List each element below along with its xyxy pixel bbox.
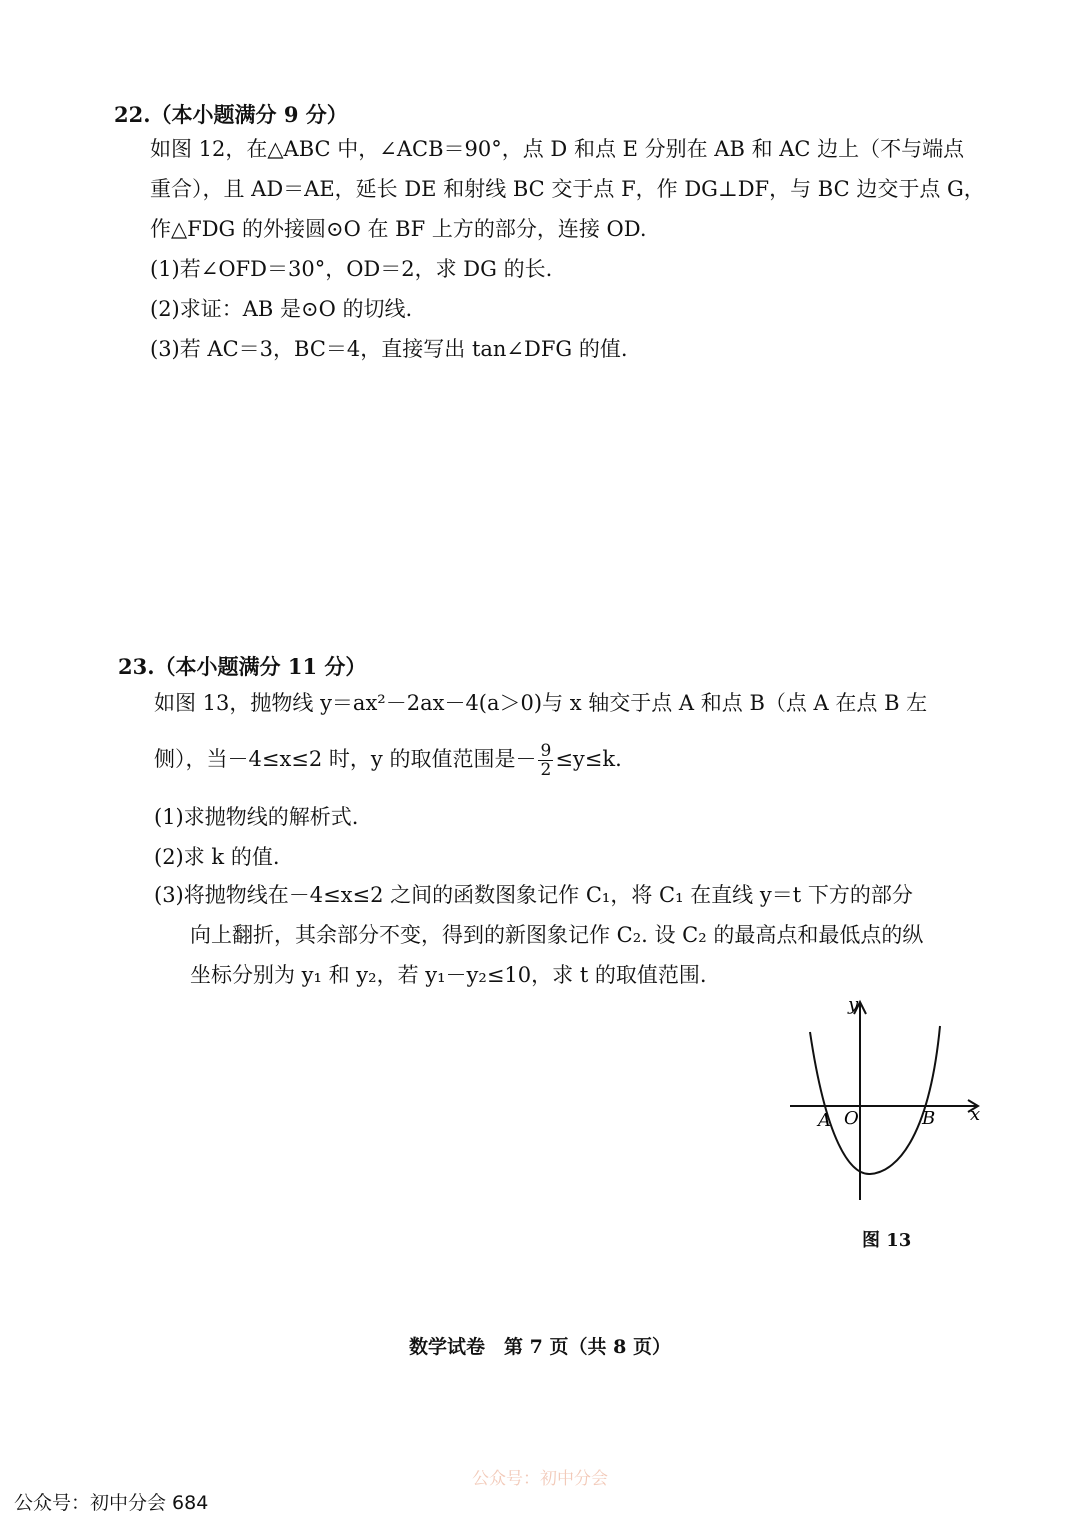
parabola-curve xyxy=(810,1026,940,1174)
fraction-denominator: 2 xyxy=(540,760,552,780)
q23-line-2 xyxy=(154,742,622,779)
figure-13-graph xyxy=(780,990,1000,1210)
q22-header: 22.（本小题满分 9 分） xyxy=(114,102,348,127)
q23-line-2-post: ≤y≤k. xyxy=(555,747,622,771)
q22-part-1: (1)若∠OFD＝30°，OD＝2，求 DG 的长. xyxy=(150,257,553,281)
page-footer: 数学试卷 第 7 页（共 8 页） xyxy=(409,1336,671,1358)
q23-part-2: (2)求 k 的值. xyxy=(154,845,280,869)
x-axis-label: x xyxy=(970,1104,981,1125)
point-b-label: B xyxy=(922,1108,936,1129)
figure-13-caption: 图 13 xyxy=(862,1230,912,1251)
q23-part-1: (1)求抛物线的解析式. xyxy=(154,805,359,829)
q23-line-2-pre: 侧），当－4≤x≤2 时，y 的取值范围是－ xyxy=(154,747,537,771)
q22-line-1: 如图 12，在△ABC 中，∠ACB＝90°，点 D 和点 E 分别在 AB 和 AC 边上（不与端点 xyxy=(150,137,965,161)
q23-line-1: 如图 13，抛物线 y＝ax²－2ax－4(a＞0)与 x 轴交于点 A 和点 B（点 A 在点 B 左 xyxy=(154,691,928,715)
q22-part-2: (2)求证：AB 是⊙O 的切线. xyxy=(150,297,413,321)
point-a-label: A xyxy=(818,1110,831,1131)
q23-part-3-cont-1: 向上翻折，其余部分不变，得到的新图象记作 C₂. 设 C₂ 的最高点和最低点的纵 xyxy=(190,923,924,947)
q23-part-3: (3)将抛物线在－4≤x≤2 之间的函数图象记作 C₁，将 C₁ 在直线 y＝t 下方的部分 xyxy=(154,883,913,907)
q23-part-3-cont-2: 坐标分别为 y₁ 和 y₂，若 y₁－y₂≤10，求 t 的取值范围. xyxy=(190,963,707,987)
y-axis-label: y xyxy=(848,994,859,1015)
watermark-center: 公众号：初中分会 xyxy=(472,1469,608,1489)
fraction-numerator: 9 xyxy=(540,741,552,761)
origin-label: O xyxy=(844,1108,859,1129)
watermark-corner: 公众号：初中分会 684 xyxy=(14,1492,209,1514)
q22-line-2: 重合），且 AD＝AE，延长 DE 和射线 BC 交于点 F，作 DG⊥DF，与 BC 边交于点 G， xyxy=(150,177,985,201)
q22-line-3: 作△FDG 的外接圆⊙O 在 BF 上方的部分，连接 OD. xyxy=(150,217,647,241)
q22-part-3: (3)若 AC＝3，BC＝4，直接写出 tan∠DFG 的值. xyxy=(150,337,628,361)
q23-header: 23.（本小题满分 11 分） xyxy=(118,654,367,679)
fraction xyxy=(538,742,553,779)
